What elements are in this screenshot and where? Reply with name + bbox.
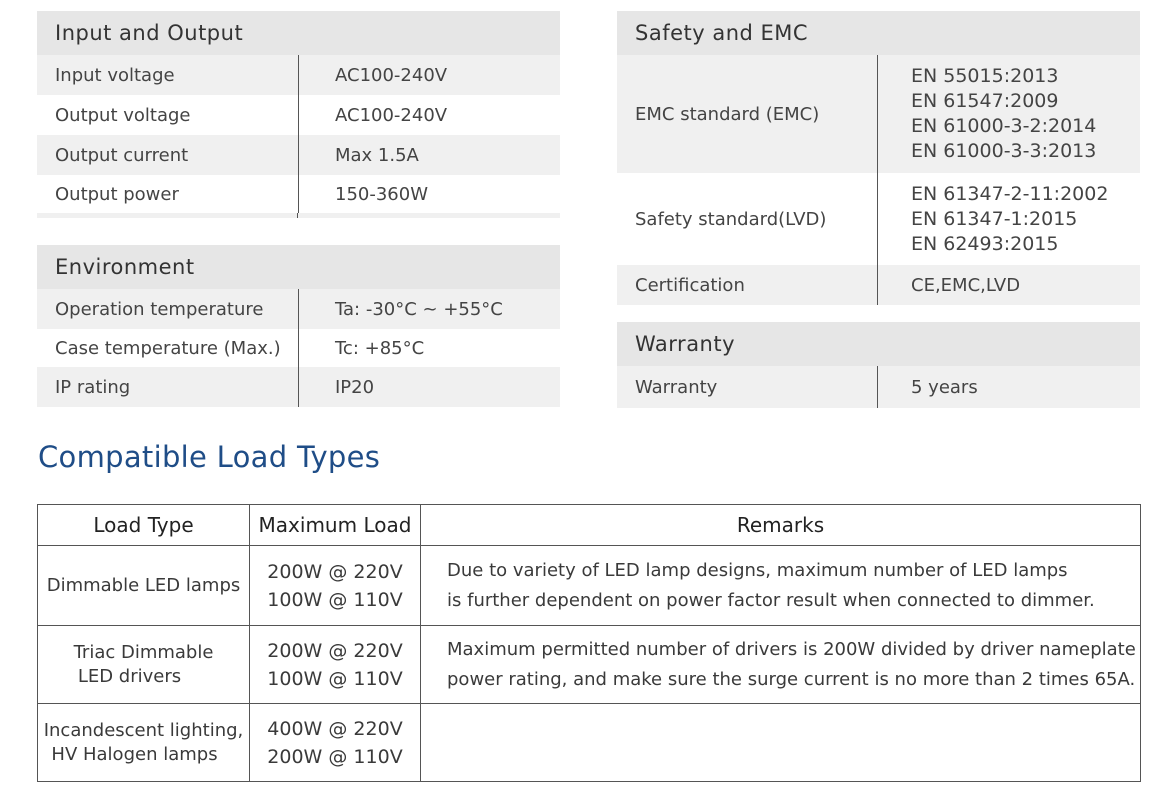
spec-label: EMC standard (EMC) — [635, 103, 820, 125]
max-load-text: 100W @ 110V — [267, 588, 403, 611]
spec-value: AC100-240V — [298, 55, 447, 95]
load-type-text: Dimmable LED lamps — [46, 574, 241, 596]
spec-row-lvd — [617, 173, 1140, 265]
remarks-cell — [421, 546, 1141, 626]
row-divider — [37, 213, 560, 218]
spec-row — [37, 135, 560, 175]
spec-value: 5 years — [877, 366, 978, 408]
spec-label: Output power — [55, 183, 179, 205]
remarks-cell — [421, 626, 1141, 704]
remarks-text: Due to variety of LED lamp designs, maximum number of LED lamps — [447, 559, 1068, 581]
load-type-cell — [38, 704, 250, 782]
standard-item: EN 61547:2009 — [911, 90, 1059, 112]
spec-label: Input voltage — [55, 64, 175, 86]
spec-row — [37, 175, 560, 213]
load-types-table — [37, 504, 1141, 782]
load-type-text: LED drivers — [77, 665, 182, 687]
section-header: Safety and EMC — [617, 11, 1140, 55]
remarks-text: is further dependent on power factor result when connected to dimmer. — [447, 589, 1095, 611]
load-types-title: Compatible Load Types — [38, 440, 381, 474]
table-row — [38, 546, 1141, 626]
spec-row — [37, 329, 560, 367]
spec-row — [37, 55, 560, 95]
remarks-text: Maximum permitted number of drivers is 200W divided by driver nameplate — [447, 638, 1136, 660]
max-load-cell — [250, 626, 421, 704]
remarks-text: power rating, and make sure the surge current is no more than 2 times 65A. — [447, 668, 1136, 690]
section-header: Warranty — [617, 322, 1140, 366]
max-load-text: 200W @ 220V — [267, 639, 403, 662]
spec-row-emc — [617, 55, 1140, 173]
spec-row — [37, 95, 560, 135]
spec-value: 150-360W — [298, 175, 428, 213]
section-header: Environment — [37, 245, 560, 289]
standard-item: EN 61000-3-2:2014 — [911, 115, 1097, 137]
column-header-load-type: Load Type — [38, 505, 250, 546]
spec-row — [37, 289, 560, 329]
environment-section — [37, 245, 560, 407]
load-type-cell — [38, 626, 250, 704]
remarks-cell — [421, 704, 1141, 782]
max-load-cell — [250, 546, 421, 626]
spec-row — [617, 366, 1140, 408]
spec-row — [37, 367, 560, 407]
load-type-text: Incandescent lighting, — [43, 719, 244, 741]
standard-item: EN 61000-3-3:2013 — [911, 140, 1097, 162]
standard-item: EN 61347-1:2015 — [911, 207, 1078, 230]
max-load-cell — [250, 704, 421, 782]
max-load-text: 200W @ 110V — [267, 745, 403, 768]
spec-value: AC100-240V — [298, 95, 447, 135]
spec-value: Max 1.5A — [298, 135, 419, 175]
spec-label: Operation temperature — [55, 298, 264, 320]
spec-label: IP rating — [55, 376, 131, 398]
standard-item: EN 62493:2015 — [911, 232, 1059, 255]
spec-label: Safety standard(LVD) — [635, 208, 827, 230]
spec-label: Warranty — [635, 376, 718, 398]
emc-standards-list — [877, 55, 1096, 173]
warranty-section — [617, 322, 1140, 408]
spec-label: Case temperature (Max.) — [55, 337, 281, 359]
spec-value: Ta: -30°C ~ +55°C — [298, 289, 503, 329]
max-load-text: 100W @ 110V — [267, 667, 403, 690]
max-load-text: 200W @ 220V — [267, 560, 403, 583]
lvd-standards-list — [877, 173, 1108, 265]
spec-row-certification — [617, 265, 1140, 305]
max-load-text: 400W @ 220V — [267, 717, 403, 740]
spec-label: Output voltage — [55, 104, 191, 126]
table-row — [38, 704, 1141, 782]
spec-value: Tc: +85°C — [298, 329, 424, 367]
spec-label: Output current — [55, 144, 189, 166]
table-row — [38, 626, 1141, 704]
column-header-remarks: Remarks — [421, 505, 1141, 546]
table-header-row — [38, 505, 1141, 546]
load-type-text: Triac Dimmable — [73, 641, 214, 663]
section-header: Input and Output — [37, 11, 560, 55]
spec-value: CE,EMC,LVD — [877, 265, 1020, 305]
safety-emc-section — [617, 11, 1140, 305]
standard-item: EN 55015:2013 — [911, 65, 1059, 87]
load-type-cell — [38, 546, 250, 626]
load-type-text: HV Halogen lamps — [51, 743, 218, 765]
column-header-maximum-load: Maximum Load — [250, 505, 421, 546]
standard-item: EN 61347-2-11:2002 — [911, 182, 1109, 205]
spec-value: IP20 — [298, 367, 374, 407]
spec-label: Certification — [635, 274, 745, 296]
input-output-section — [37, 11, 560, 218]
